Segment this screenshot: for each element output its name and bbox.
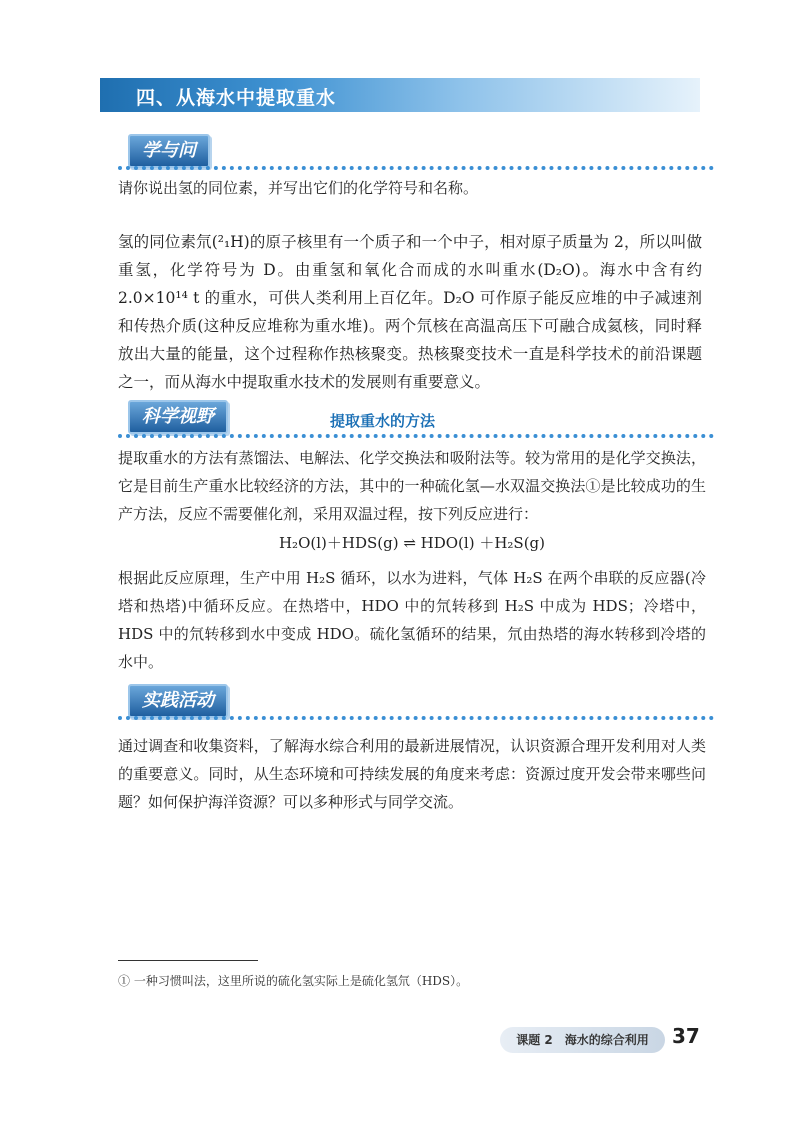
dotted-divider [118,166,714,170]
practice-paragraph: 通过调查和收集资料，了解海水综合利用的最新进展情况，认识资源合理开发利用对人类的重要意义。同时，从生态环境和可持续发展的角度来考虑：资源过度开发会带来哪些问题？如何保护海洋资源？可以多种形式与同学交流。 [118,737,706,811]
science-paragraph-2: 根据此反应原理，生产中用 H₂S 循环，以水为进料，气体 H₂S 在两个串联的反应器(冷塔和热塔)中循环反应。在热塔中，HDO 中的氘转移到 H₂S 中成为 HDS；冷塔中，HDS 中的氘转移到水中变成 HDO。硫化氢循环的结果，氘由热塔的海水转移到冷塔的水中。 [118,569,706,671]
section-title: 四、从海水中提取重水 [136,87,337,109]
footnote-rule [118,960,258,961]
science-badge: 科学视野 [128,400,228,434]
ask-question: 请你说出氢的同位素，并写出它们的化学符号和名称。 [118,179,479,197]
science-subtitle: 提取重水的方法 [330,412,436,430]
ask-badge: 学与问 [128,134,210,168]
section-header [100,78,700,112]
main-paragraph: 氢的同位素氘(²₁H)的原子核里有一个质子和一个中子，相对原子质量为 2，所以叫做重氢，化学符号为 D。由重氢和氧化合而成的水叫重水(D₂O)。海水中含有约 2.0×10¹⁴ t 的重水，可供人类利用上百亿年。D₂O 可作原子能反应堆的中子减速剂和传热介质(这种反应堆称为重水堆)。两个氘核在高温高压下可融合成氦核，同时释放出大量的能量，这个过程称作热核聚变。热核聚变技术一直是科学技术的前沿课题之一，而从海水中提取重水技术的发展则有重要意义。 [118,233,702,391]
reaction-equation: H₂O(l)＋HDS(g) ⇌ HDO(l) ＋H₂S(g) [278,534,546,552]
footer-chapter-label: 课题 2 海水的综合利用 [500,1027,665,1053]
dotted-divider [118,716,714,720]
dotted-divider [118,434,714,438]
practice-badge: 实践活动 [128,684,228,718]
page-number: 37 [672,1024,700,1048]
science-paragraph-1: 提取重水的方法有蒸馏法、电解法、化学交换法和吸附法等。较为常用的是化学交换法，它是目前生产重水比较经济的方法，其中的一种硫化氢—水双温交换法①是比较成功的生产方法，反应不需要催化剂，采用双温过程，按下列反应进行： [118,449,706,523]
footnote: ① 一种习惯叫法，这里所说的硫化氢实际上是硫化氢氘（HDS）。 [118,974,469,988]
